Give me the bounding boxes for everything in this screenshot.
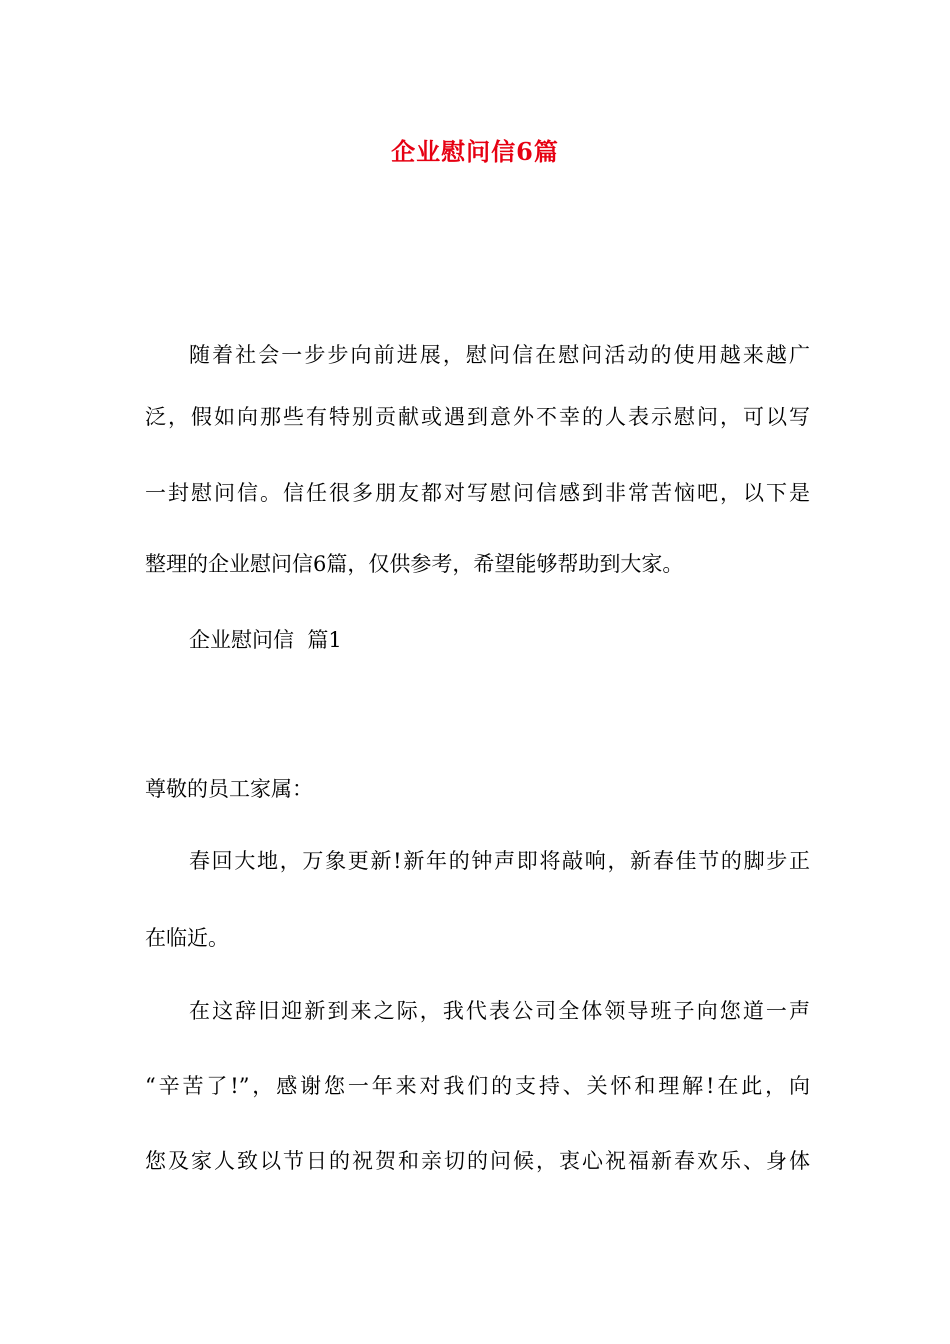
paragraph-line: 春回大地，万象更新!新年的钟声即将敲响，新春佳节的脚步正 (189, 849, 810, 873)
paragraph-line: 在临近。 (145, 926, 229, 950)
document-title: 企业慰问信6篇 (391, 137, 559, 166)
intro-line: 一封慰问信。信任很多朋友都对写慰问信感到非常苦恼吧，以下是 (145, 481, 810, 505)
paragraph-line: “辛苦了!”，感谢您一年来对我们的支持、关怀和理解!在此，向 (145, 1074, 810, 1098)
salutation: 尊敬的员工家属： (145, 777, 313, 801)
intro-line: 整理的企业慰问信6篇，仅供参考，希望能够帮助到大家。 (145, 552, 684, 576)
section-heading: 企业慰问信 篇1 (189, 628, 342, 652)
intro-line: 随着社会一步步向前进展，慰问信在慰问活动的使用越来越广 (189, 343, 810, 367)
paragraph-line: 在这辞旧迎新到来之际，我代表公司全体领导班子向您道一声 (189, 999, 810, 1023)
intro-line: 泛，假如向那些有特别贡献或遇到意外不幸的人表示慰问，可以写 (145, 405, 810, 429)
paragraph-line: 您及家人致以节日的祝贺和亲切的问候，衷心祝福新春欢乐、身体 (145, 1149, 810, 1173)
